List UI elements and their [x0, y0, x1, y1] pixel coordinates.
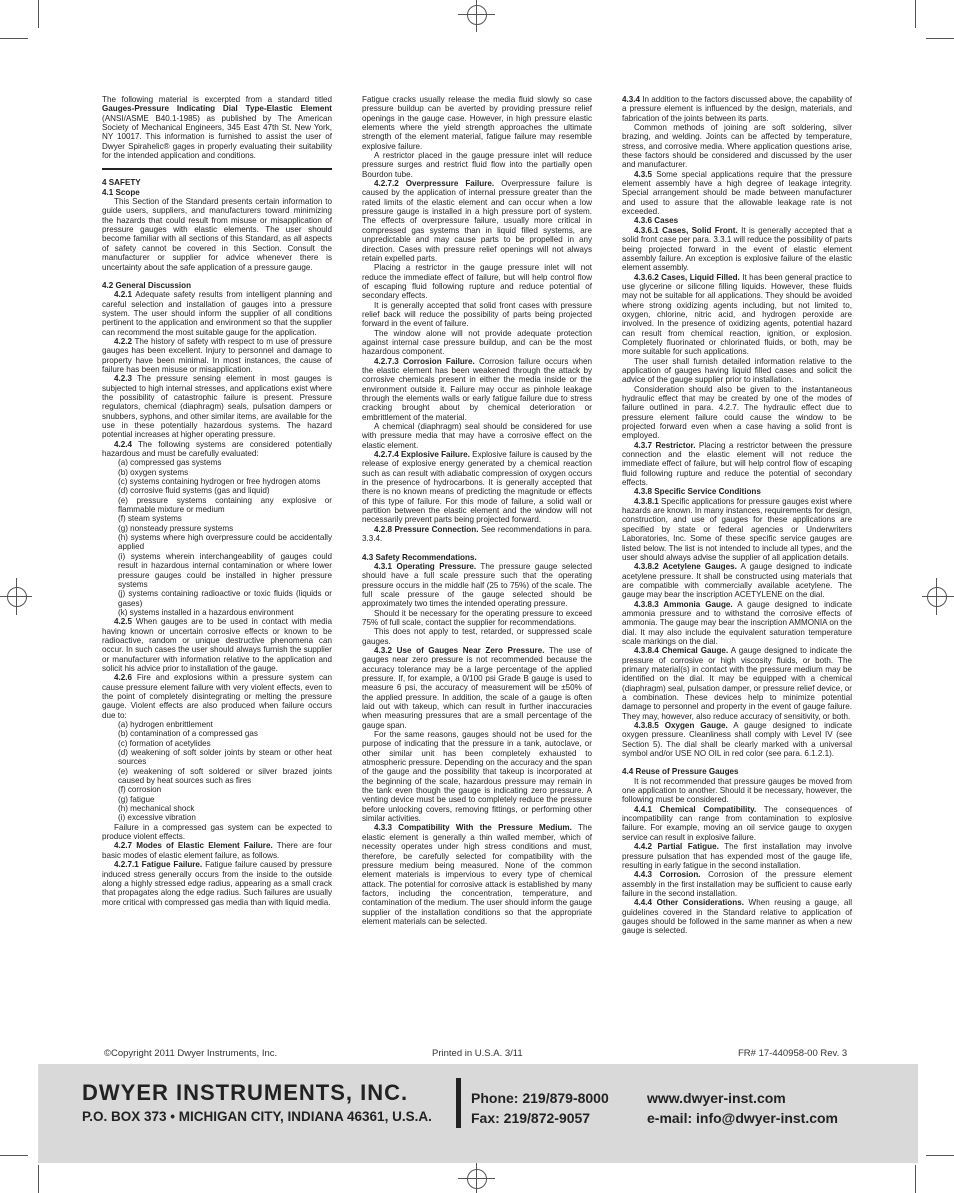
- heading-recommendations: 4.3 Safety Recommendations.: [362, 552, 477, 562]
- copyright: ©Copyright 2011 Dwyer Instruments, Inc.: [104, 1048, 278, 1059]
- form-number: FR# 17-440958-00 Rev. 3: [738, 1048, 848, 1059]
- para-4-3-7: 4.3.7 Restrictor. Placing a restrictor between the pressure connection and the elastic element will not reduce the immediate effect of failure, but will help control flow of escaping fluid following rupture and reduce the potential of secondary effects.: [622, 440, 852, 488]
- heading-safety: 4 SAFETY: [102, 178, 141, 188]
- para-4-2-5: 4.2.5 When gauges are to be used in contact with media having known or uncertain corrosive effects or known to be radioactive, random or unique destructive phenomena can occur. In such cases the user should always furnish the supplier or manufacturer with information relative to the application and solicit his advice prior to installation of the gauge.: [102, 617, 332, 673]
- list-item: (g) fatigue: [118, 794, 155, 804]
- list-item: (h) mechanical shock: [118, 804, 195, 814]
- para-4-3-2: 4.3.2 Use of Gauges Near Zero Pressure. The use of gauges near zero pressure is not recommended because the accuracy tolerance may be a large percentage of the applied pressure. If, for example, a 0/100 psi Grade B gauge is used to measure 6 psi, the accuracy of measurement will be ±50% of the applied pressure. In addition, the scale of a gauge is often laid out with takeup, which can result in further inaccuracies when measuring pressures that are a small percentage of the gauge span.: [362, 645, 592, 730]
- registration-mark: [458, 14, 495, 15]
- list-item: (h) systems where high overpressure could be accidentally applied: [118, 533, 332, 552]
- registration-mark: [476, 0, 477, 32]
- crop-mark: [0, 1155, 28, 1156]
- banner-divider: [456, 1078, 461, 1128]
- list-item: (a) hydrogen enbrittlement: [118, 720, 213, 729]
- para-4-4-4: 4.4.4 Other Considerations. When reusing a gauge, all guidelines covered in the Standard relative to application of gauges should be followed in the same manner as when a new gauge is selected.: [622, 898, 852, 936]
- list-item: (c) formation of acetylides: [118, 738, 211, 748]
- para-4-4-2: 4.4.2 Partial Fatigue. The first installation may involve pressure pulsation that has expended most of the gauge life, resulting in early fatigue in the second installation.: [622, 842, 852, 870]
- fax: Fax: 219/872-9057: [471, 1110, 591, 1126]
- para-joining: Common methods of joining are soft soldering, silver brazing, and welding. Joints can be affected by temperature, stress, and corrosive media. Where application questions arise, these factors should be considered and discussed by the user and manufacturer.: [622, 123, 852, 170]
- para-4-3-8-1: 4.3.8.1 Specific applications for pressure gauges exist where hazards are known. In many instances, requirements for design, construction, and use of gauges for these applications are specified by state or federal agencies or Underwriters Laboratories, Inc. Some of these specific service gauges are listed below. The list is not intended to include all types, and the user should always advise the supplier of all application details.: [622, 496, 852, 562]
- registration-mark: [467, 1169, 487, 1189]
- registration-mark: [927, 587, 947, 607]
- list-item: (b) contamination of a compressed gas: [118, 729, 258, 739]
- para-4-3-8-4: 4.3.8.4 Chemical Gauge. A gauge designed to indicate the pressure of corrosive or high viscosity fluids, or both. The primary material(s) in contact with the pressure medium may be identified on the dial. It may be equipped with a chemical (diaphragm) seal, pulsation damper, or pressure relief device, or a combination. These devices help to minimize potential damage to personnel and property in the event of gauge failure. They may, however, also reduce accuracy of sensitivity, or both.: [622, 646, 852, 721]
- para-4-2-7: 4.2.7 Modes of Elastic Element Failure. There are four basic modes of elastic element failure, as follows.: [102, 841, 333, 860]
- para-consideration: Consideration should also be given to the instantaneous hydraulic effect that may be created by one of the modes of failure outlined in para. 4.2.7. The hydraulic effect due to pressure element failure could cause the window to be projected forward even when a case having a solid front is employed.: [622, 384, 852, 441]
- list-item: (j) systems containing radioactive or toxic fluids (liquids or gases): [118, 589, 332, 608]
- crop-mark: [926, 1155, 954, 1156]
- registration-mark: [16, 578, 17, 615]
- list-item: (e) weakening of soft soldered or silver brazed joints caused by heat sources such as fires: [118, 766, 332, 786]
- list-item: (b) oxygen systems: [118, 467, 189, 477]
- para-samereasons: For the same reasons, gauges should not be used for the purpose of indicating that the pressure in a tank, autoclave, or other similar unit has been completely exhausted to atmospheric pressure. Depending on the accuracy and the span of the gauge and the possibility that takeup is incorporated at the beginning of the scale, hazardous pressure may remain in the tank even though the gauge is indicating zero pressure. A venting device must be used to completely reduce the pressure before unlocking covers, removing fittings, or performing other similar activities.: [362, 730, 592, 824]
- list-item: (f) corrosion: [118, 785, 162, 795]
- registration-mark: [936, 578, 937, 615]
- para-4-2-3: 4.2.3 The pressure sensing element in most gauges is subjected to high internal stresses, and applications exist where the possibility of catastrophic failure is present. Pressure regulators, chemical (diaphragm) seals, pulsation dampers or snubbers, syphons, and other similar items, are available for the use in these potentially hazardous systems. The hazard potential increases at higher operating pressure.: [102, 374, 332, 440]
- para-window: The window alone will not provide adequate protection against internal case pressure buildup, and can be the most hazardous component.: [362, 328, 592, 357]
- list-item: (c) systems containing hydrogen or free hydrogen atoms: [118, 477, 321, 487]
- crop-mark: [915, 0, 916, 28]
- para-exceed: Should it be necessary for the operating pressure to exceed 75% of full scale, contact the supplier for recommendations.: [362, 608, 592, 627]
- para-4-3-3: 4.3.3 Compatibility With the Pressure Medium. The elastic element is generally a thin walled member, which of necessity operates under high stress conditions and must, therefore, be carefully selected for compatibility with the pressure medium being measured. None of the common element materials is impervious to every type of chemical attack. The potential for corrosive attack is established by many factors, including the concentration, temperature, and contamination of the medium. The user should inform the gauge supplier of the installation conditions so that the appropriate element materials can be selected.: [362, 823, 592, 926]
- para-4-2-4: 4.2.4 The following systems are considered potentially hazardous and must be carefully evaluated:: [102, 439, 332, 459]
- list-item: (i) excessive vibration: [118, 813, 196, 823]
- crop-mark: [38, 0, 39, 28]
- company-address: P.O. BOX 373 • MICHIGAN CITY, INDIANA 46361, U.S.A.: [82, 1109, 432, 1124]
- para-4-2-6: 4.2.6 Fire and explosions within a pressure system can cause pressure element failure with very violent effects, even to the point of completely disintegrating or melting the pressure gauge. Violent effects are also produced when failure occurs due to:: [102, 673, 332, 720]
- para-4-2-1: 4.2.1 Adequate safety results from intelligent planning and careful selection and installation of gauges into a pressure system. The user should inform the supplier of all conditions pertinent to the application and environment so that the supplier can recommend the most suitable gauge for the application.: [102, 290, 332, 337]
- para-4-3-5: 4.3.5 Some special applications require that the pressure element assembly have a high degree of leakage integrity. Special arrangement should be made between manufacturer and used to assure that the allowable leakage rate is not exceeded.: [622, 169, 852, 217]
- para-4-3-4: 4.3.4 In addition to the factors discussed above, the capability of a pressure element is influenced by the design, materials, and fabrication of the joints between its parts.: [622, 95, 852, 123]
- para-solid: It is generally accepted that solid front cases with pressure relief back will reduce the possibility of parts being projected forward in the event of failure.: [362, 300, 592, 329]
- para-4-4-1: 4.4.1 Chemical Compatibility. The consequences of incompatibility can range from contamination to explosive failure. For example, moving an oil service gauge to oxygen service can result in explosive failure.: [622, 804, 852, 842]
- para-furnish: The user shall furnish detailed information relative to the application of gauges having liquid filled cases and solicit the advice of the gauge supplier prior to installation.: [622, 356, 852, 385]
- para-4-2-8: 4.2.8 Pressure Connection. See recommendations in para. 3.3.4.: [362, 524, 592, 544]
- para-4-4: It is not recommended that pressure gauges be moved from one application to another. Should it be necessary, however, the following must be considered.: [622, 776, 852, 805]
- para-4-3-6-2: 4.3.6.2 Cases, Liquid Filled. It has been general practice to use glycerine or silicone filling liquids. However, these fluids may not be suitable for all applications. They should be avoided where strong oxidizing agents including, but not limited to, oxygen, chlorine, nitric acid, and hydrogen peroxide are involved. In the presence of oxidizing agents, potential hazard can result from chemical reaction, ignition, or explosion. Completely fluorinated or chlorinated fluids, or both, may be more suitable for such applications.: [622, 272, 852, 357]
- column-3: [622, 95, 852, 936]
- company-banner: [38, 1064, 918, 1163]
- email-link[interactable]: e-mail: info@dwyer-inst.com: [647, 1110, 839, 1126]
- para-chemseal: A chemical (diaphragm) seal should be considered for use with pressure media that may have a corrosive effect on the elastic element.: [362, 422, 592, 450]
- website-link[interactable]: www.dwyer-inst.com: [647, 1090, 786, 1106]
- heading-reuse: 4.4 Reuse of Pressure Gauges: [622, 767, 739, 777]
- heading-cases: 4.3.6 Cases: [634, 216, 679, 226]
- para-restrictor: A restrictor placed in the gauge pressure inlet will reduce pressure surges and restrict fluid flow into the partially open Bourdon tube.: [362, 151, 592, 179]
- para-4-2-7-2: 4.2.7.2 Overpressure Failure. Overpressure failure is caused by the application of internal pressure greater than the rated limits of the elastic element and can occur when a low pressure gauge is installed in a high pressure port of system. The effects of overpressure failure, usually more critical in compressed gas systems than in liquid filled systems, are unpredictable and may cause parts to be propelled in any direction. Cases with pressure relief openings will not always retain expelled parts.: [362, 179, 592, 263]
- para-4-3-8-5: 4.3.8.5 Oxygen Gauge. A gauge designed to indicate oxygen pressure. Cleanliness shall comply with Level IV (see Section 5). The dial shall be clearly marked with a universal symbol and/or USE NO OIL in red color (see para. 6.1.2.1).: [622, 721, 852, 759]
- crop-mark: [926, 38, 954, 39]
- para-placing: Placing a restrictor in the gauge pressure inlet will not reduce the immediate effect of failure, but will help control flow of escaping fluid following rupture and reduce potential of secondary effects.: [362, 263, 592, 301]
- para-4-3-8-3: 4.3.8.3 Ammonia Gauge. A gauge designed to indicate ammonia pressure and to withstand the corrosive effects of ammonia. The gauge may bear the inscription AMMONIA on the dial. It may also include the equivalent saturation temperature scale markings on the dial.: [622, 599, 852, 646]
- section-rule: [102, 168, 332, 170]
- registration-mark: [458, 1178, 495, 1179]
- column-2: [362, 95, 592, 926]
- para-4-2-7-4: 4.2.7.4 Explosive Failure. Explosive failure is caused by the release of explosive energy generated by a chemical reaction such as can result with adiabatic compression of oxygen occurs in the presence of hydrocarbons. It is generally accepted that there is no known means of predicting the magnitude or effects of this type of failure. For this mode of failure, a solid wall or partition between the elastic element and the window will not necessarily prevent parts being projected forward.: [362, 450, 592, 525]
- list-item: (g) nonsteady pressure systems: [118, 523, 234, 533]
- para-4-2-7-3: 4.2.7.3 Corrosion Failure. Corrosion failure occurs when the elastic element has been weakened through the attack by corrosive chemicals present in either the media inside or the environment outside it. Failure may occur as pinhole leakage through the elements walls or early fatigue failure due to stress cracking brought about by chemical deterioration or embrittlement of the material.: [362, 356, 592, 422]
- heading-scope: 4.1 Scope: [102, 187, 140, 197]
- para-4-3-8-2: 4.3.8.2 Acetylene Gauges. A gauge designed to indicate acetylene pressure. It shall be constructed using materials that are compatible with commercially available acetylene. The gauge may bear the inscription ACETYLENE on the dial.: [622, 562, 852, 600]
- company-name: DWYER INSTRUMENTS, INC.: [82, 1080, 409, 1105]
- para-4-2-7-1: 4.2.7.1 Fatigue Failure. Fatigue failure caused by pressure induced stress generally occurs from the inside to the outside along a highly stressed edge radius, appearing as a small crack that propagates along the edge radius. Such failures are usually more critical with compressed gas media than with liquid media.: [102, 860, 332, 907]
- printed-in: Printed in U.S.A. 3/11: [432, 1048, 523, 1059]
- list-item: (e) pressure systems containing any explosive or flammable mixture or medium: [118, 495, 332, 515]
- para-4-4-3: 4.4.3 Corrosion. Corrosion of the pressure element assembly in the first installation may be sufficient to cause early failure in the second installation.: [622, 870, 852, 898]
- para-4-3-1: 4.3.1 Operating Pressure. The pressure gauge selected should have a full scale pressure such that the operating pressure occurs in the middle half (25 to 75%) of the scale. The full scale pressure of the gauge selected should be approximately two times the intended operating pressure.: [362, 561, 592, 609]
- crop-mark: [0, 38, 28, 39]
- list-item: (k) systems installed in a hazardous environment: [118, 607, 294, 617]
- crop-mark: [915, 1165, 916, 1193]
- intro-paragraph: The following material is excerpted from a standard titled Gauges-Pressure Indicating Dial Type-Elastic Element (ANSI/ASME B40.1-1985) as published by The American Society of Mechanical Engineers, 345 East 47th St. New York, NY 10017. This information is furnished to assist the user of Dwyer Spirahelic® gages in properly evaluating their suitability for the intended application and conditions.: [102, 95, 332, 161]
- list-item: (f) steam systems: [118, 514, 182, 524]
- heading-specific-service: 4.3.8 Specific Service Conditions: [634, 487, 761, 497]
- list-item: (d) corrosive fluid systems (gas and liquid): [118, 486, 270, 496]
- crop-mark: [38, 1165, 39, 1193]
- registration-mark: [7, 587, 27, 607]
- list-item: (d) weakening of soft solder joints by steam or other heat sources: [118, 748, 332, 767]
- para-fatigue-cont: Fatigue cracks usually release the media fluid slowly so case pressure buildup can be averted by providing pressure relief openings in the gauge case. However, in high pressure elastic elements where the yield strength approaches the ultimate strength of the element material, fatigue failure may resemble explosive failure.: [362, 95, 592, 151]
- para-4-3-6-1: 4.3.6.1 Cases, Solid Front. It is generally accepted that a solid front case per para. 3.3.1 will reduce the possibility of parts being projected forward in the event of elastic element assembly failure. An exception is explosive failure of the elastic element assembly.: [622, 225, 853, 273]
- para-notapply: This does not apply to test, retarded, or suppressed scale gauges.: [362, 627, 592, 646]
- column-1: [102, 95, 332, 907]
- phone: Phone: 219/879-8000: [471, 1090, 609, 1106]
- heading-general: 4.2 General Discussion: [102, 280, 192, 290]
- registration-mark: [467, 5, 487, 25]
- para-4-2-2: 4.2.2 The history of safety with respect to m use of pressure gauges has been excellent. Injury to personnel and damage to property have been minimal. In most instances, the cause of failure has been misuse or misapplication.: [102, 336, 332, 374]
- list-item: (a) compressed gas systems: [118, 458, 222, 468]
- para-4-2-6-after: Failure in a compressed gas system can be expected to produce violent effects.: [102, 822, 332, 842]
- registration-mark: [922, 596, 954, 597]
- scope-paragraph: This Section of the Standard presents certain information to guide users, suppliers, and manufacturers toward minimizing the hazards that could result from misuse or misapplication of pressure gauges with elastic elements. The user should become familiar with all sections of this Standard, as all aspects of safety cannot be covered in this Section. Consult the manufacturer or supplier for advice whenever there is uncertainty about the safe application of a pressure gauge.: [102, 197, 332, 272]
- list-item: (i) systems wherein interchangeability of gauges could result in hazardous internal contamination or where lower pressure gauges could be installed in higher pressure systems: [118, 551, 332, 589]
